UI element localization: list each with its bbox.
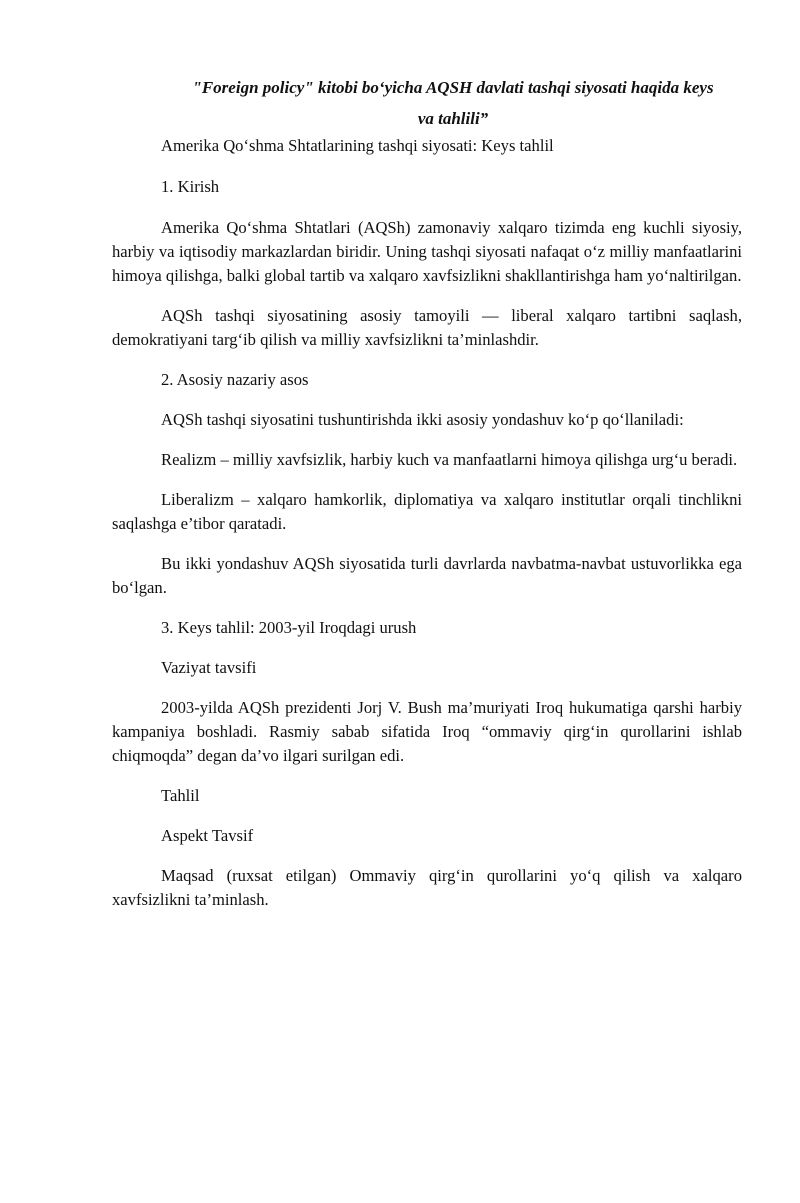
title-line-1: "Foreign policy" kitobi bo‘yicha AQSH davlati tashqi siyosati haqida keys — [192, 78, 714, 97]
paragraph-realism: Realizm – milliy xavfsizlik, harbiy kuch va manfaatlarni himoya qilishga urg‘u beradi. — [161, 450, 738, 469]
paragraph-principle: AQSh tashqi siyosatining asosiy tamoyili — liberal xalqaro tartibni saqlash, demokratiyani targ‘ib qilish va milliy xavfsizlikni ta’minlashdir. — [112, 306, 742, 349]
subheading-analysis: Tahlil — [161, 786, 200, 805]
document-page — [0, 72, 800, 1203]
paragraph-liberalism: Liberalizm – xalqaro hamkorlik, diplomatiya va xalqaro institutlar orqali tinchlikni saqlashga e’tibor qaratadi. — [112, 490, 742, 533]
table-row-goal: Maqsad (ruxsat etilgan) Ommaviy qirg‘in qurollarini yo‘q qilish va xalqaro xavfsizlikni ta’minlash. — [112, 866, 742, 909]
title-line-2: va tahlili” — [417, 109, 489, 128]
paragraph-intro: Amerika Qo‘shma Shtatlari (AQSh) zamonaviy xalqaro tizimda eng kuchli siyosiy, harbiy va iqtisodiy markazlardan biridir. Uning tashqi siyosati nafaqat o‘z milliy manfaatlarini himoya qilishga, balki global tartib va xalqaro xavfsizlikni shakllantirishga ham yo‘naltirilgan. — [112, 218, 742, 285]
section-heading-case: 3. Keys tahlil: 2003-yil Iroqdagi urush — [161, 618, 417, 637]
table-header-row: Aspekt Tavsif — [161, 826, 254, 845]
subheading-situation: Vaziyat tavsifi — [161, 658, 257, 677]
paragraph-two-approaches: Bu ikki yondashuv AQSh siyosatida turli davrlarda navbatma-navbat ustuvorlikka ega bo‘lgan. — [112, 554, 742, 597]
subtitle: Amerika Qo‘shma Shtatlarining tashqi siyosati: Keys tahlil — [161, 136, 554, 155]
document-title — [112, 72, 742, 134]
paragraph-approaches: AQSh tashqi siyosatini tushuntirishda ikki asosiy yondashuv ko‘p qo‘llaniladi: — [161, 410, 684, 429]
section-heading-theory: 2. Asosiy nazariy asos — [161, 370, 309, 389]
section-heading-intro: 1. Kirish — [161, 177, 220, 196]
paragraph-iraq-2003: 2003-yilda AQSh prezidenti Jorj V. Bush ma’muriyati Iroq hukumatiga qarshi harbiy kampaniya boshladi. Rasmiy sabab sifatida Iroq “ommaviy qirg‘in qurollarini ishlab chiqmoqda” degan da’vo ilgari surilgan edi. — [112, 698, 742, 765]
